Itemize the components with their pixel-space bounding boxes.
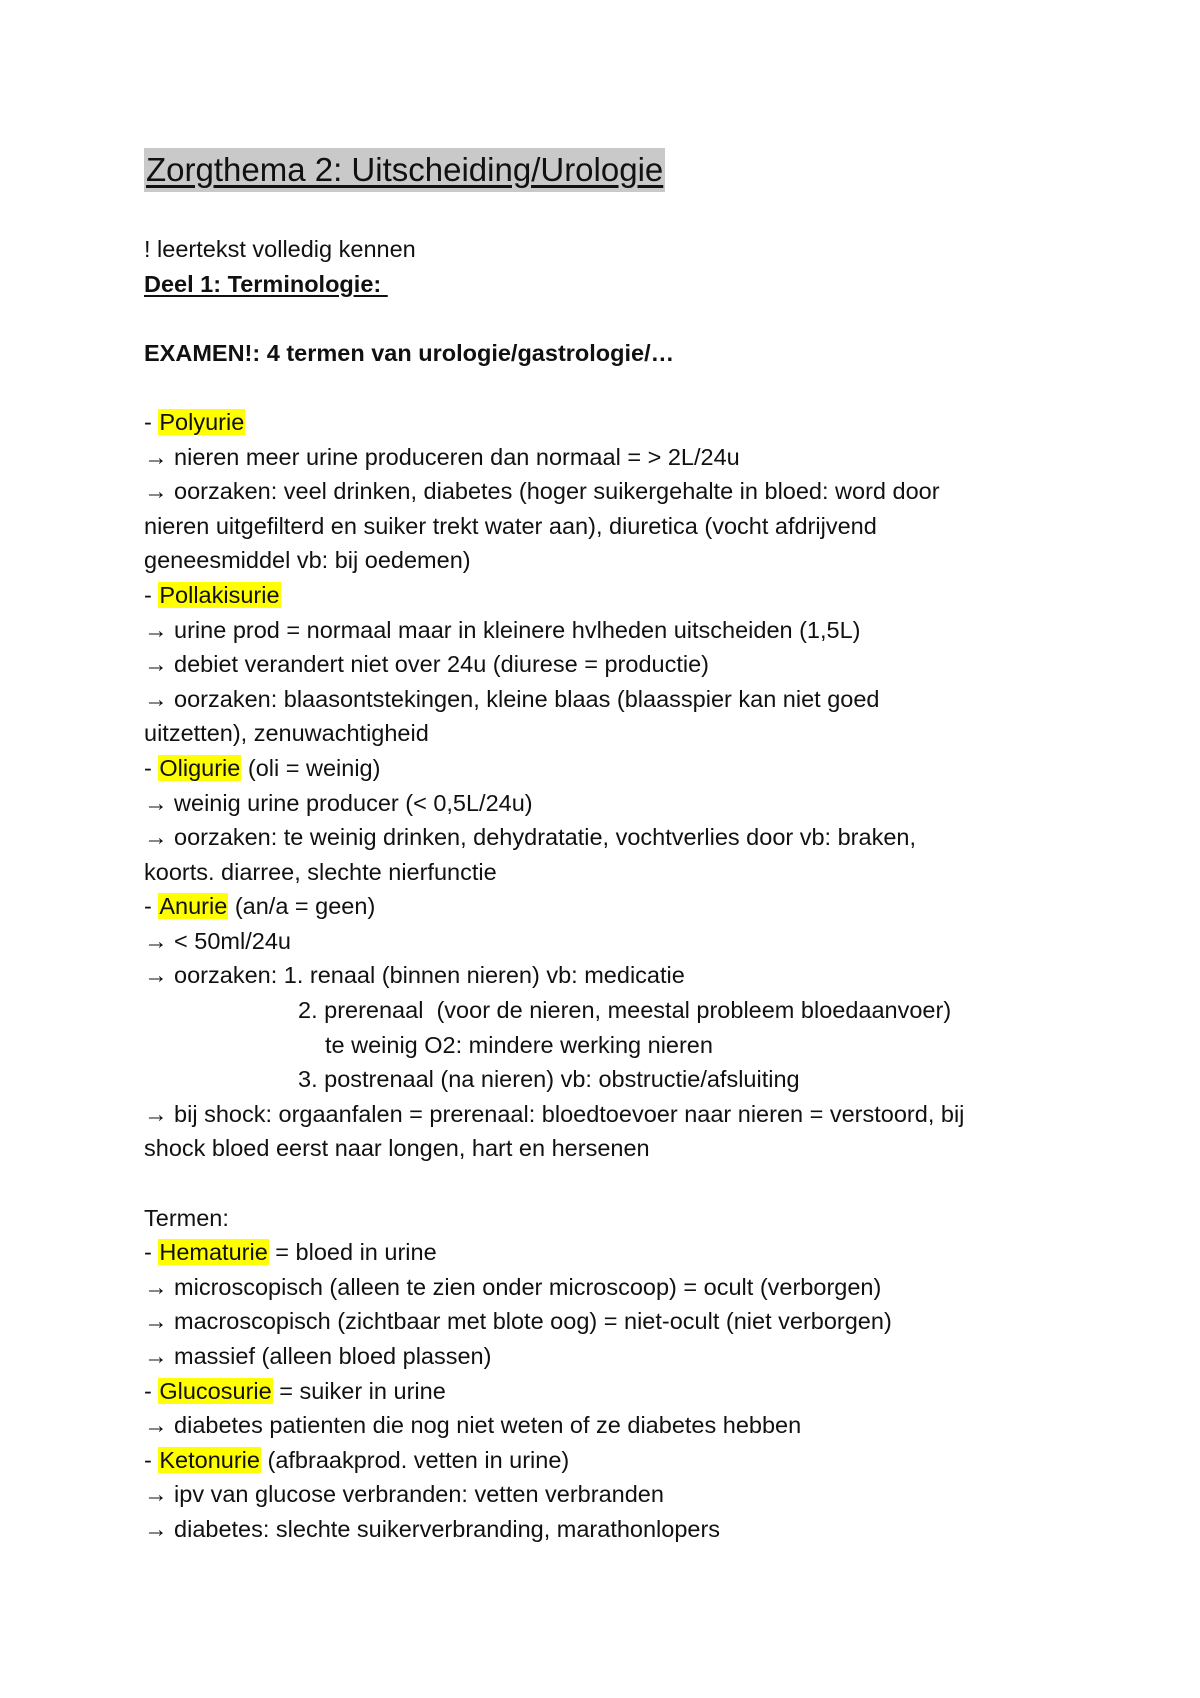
list-item: → microscopisch (alleen te zien onder microscoop) = ocult (verborgen): [144, 1273, 882, 1300]
list-subitem-continued: te weinig O2: mindere werking nieren: [325, 1031, 713, 1058]
arrow-icon: →: [144, 927, 168, 954]
term-oligurie: - Oligurie (oli = weinig): [144, 754, 381, 781]
list-item: → oorzaken: blaasontstekingen, kleine blaas (blaasspier kan niet goed: [144, 685, 880, 712]
list-item: → oorzaken: 1. renaal (binnen nieren) vb: medicatie: [144, 962, 685, 989]
list-item: → oorzaken: veel drinken, diabetes (hoger suikergehalte in bloed: word door: [144, 478, 940, 505]
list-item-continued: shock bloed eerst naar longen, hart en hersenen: [144, 1135, 650, 1162]
arrow-icon: →: [144, 1343, 168, 1369]
term-ketonurie: - Ketonurie (afbraakprod. vetten in urine): [144, 1446, 570, 1473]
arrow-icon: →: [144, 1308, 168, 1335]
term-polyurie: - Polyurie: [144, 408, 245, 435]
term-highlight: Ketonurie: [159, 1446, 260, 1473]
arrow-icon: →: [144, 824, 168, 851]
term-highlight: Oligurie: [159, 754, 241, 781]
arrow-icon: →: [144, 962, 168, 989]
arrow-icon: →: [144, 478, 168, 505]
term-highlight: Pollakisurie: [159, 581, 280, 608]
list-item-continued: uitzetten), zenuwachtigheid: [144, 720, 429, 747]
arrow-icon: →: [144, 443, 168, 470]
arrow-icon: →: [144, 1515, 168, 1542]
list-item: → diabetes patienten die nog niet weten of ze diabetes hebben: [144, 1412, 802, 1439]
list-item-continued: geneesmiddel vb: bij oedemen): [144, 547, 471, 574]
list-subitem: 2. prerenaal (voor de nieren, meestal probleem bloedaanvoer): [298, 997, 952, 1024]
termen-heading: Termen:: [144, 1204, 229, 1231]
term-highlight: Glucosurie: [159, 1377, 272, 1404]
list-item: → macroscopisch (zichtbaar met blote oog) = niet-ocult (niet verborgen): [144, 1308, 892, 1335]
arrow-icon: →: [144, 685, 168, 712]
term-glucosurie: - Glucosurie = suiker in urine: [144, 1377, 446, 1404]
document-body: [144, 148, 1084, 1547]
list-item: → bij shock: orgaanfalen = prerenaal: bloedtoevoer naar nieren = verstoord, bij: [144, 1100, 965, 1127]
list-item-continued: koorts. diarree, slechte nierfunctie: [144, 858, 497, 885]
list-item: → nieren meer urine produceren dan normaal = > 2L/24u: [144, 443, 740, 470]
list-item: → urine prod = normaal maar in kleinere hvlheden uitscheiden (1,5L): [144, 616, 861, 643]
term-highlight: Polyurie: [159, 408, 245, 435]
arrow-icon: →: [144, 789, 168, 816]
list-item: → ipv van glucose verbranden: vetten verbranden: [144, 1481, 664, 1508]
list-subitem: 3. postrenaal (na nieren) vb: obstructie/afsluiting: [298, 1066, 800, 1093]
list-item: → massief (alleen bloed plassen): [144, 1343, 492, 1369]
intro-note: ! leertekst volledig kennen: [144, 236, 416, 262]
term-anurie: - Anurie (an/a = geen): [144, 893, 376, 920]
arrow-icon: →: [144, 1100, 168, 1127]
exam-note: EXAMEN!: 4 termen van urologie/gastrologie/…: [144, 339, 675, 366]
term-hematurie: - Hematurie = bloed in urine: [144, 1239, 437, 1266]
term-pollakisurie: - Pollakisurie: [144, 581, 280, 608]
list-item: → oorzaken: te weinig drinken, dehydratatie, vochtverlies door vb: braken,: [144, 824, 917, 851]
section-heading-terminologie: Deel 1: Terminologie:: [144, 270, 388, 297]
page-title: Zorgthema 2: Uitscheiding/Urologie: [144, 148, 665, 192]
arrow-icon: →: [144, 1481, 168, 1508]
list-item: → < 50ml/24u: [144, 927, 291, 954]
term-highlight: Hematurie: [159, 1239, 268, 1266]
arrow-icon: →: [144, 1412, 168, 1439]
list-item: → diabetes: slechte suikerverbranding, marathonlopers: [144, 1515, 721, 1542]
list-item: → weinig urine producer (< 0,5L/24u): [144, 789, 533, 816]
arrow-icon: →: [144, 651, 168, 678]
term-highlight: Anurie: [159, 893, 228, 920]
arrow-icon: →: [144, 616, 168, 643]
list-item-continued: nieren uitgefilterd en suiker trekt water aan), diuretica (vocht afdrijvend: [144, 512, 877, 539]
arrow-icon: →: [144, 1273, 168, 1300]
list-item: → debiet verandert niet over 24u (diurese = productie): [144, 651, 709, 678]
